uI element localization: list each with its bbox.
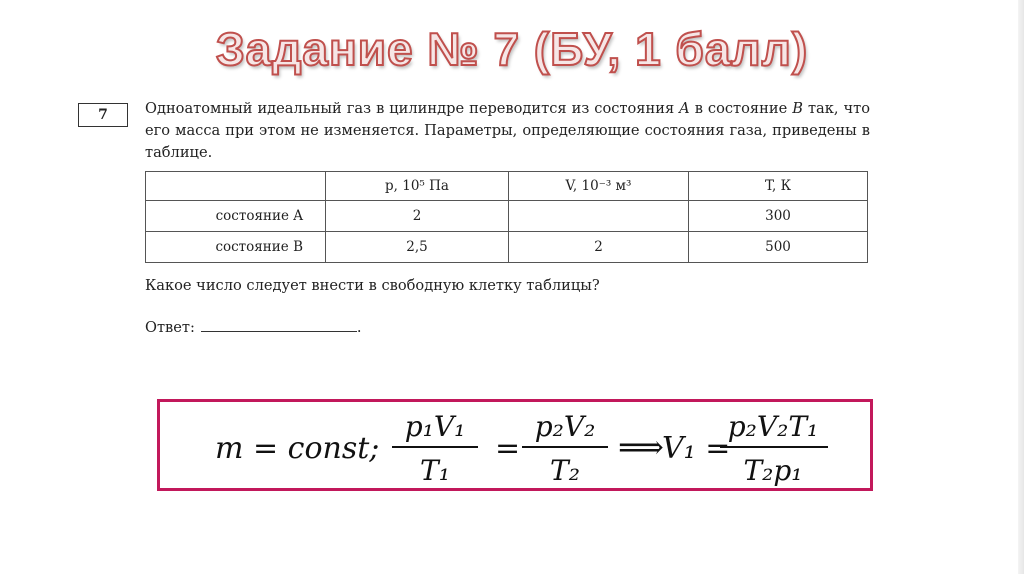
table-cell: 300: [689, 201, 868, 232]
question-text: Какое число следует внести в свободную клетку таблицы?: [145, 277, 600, 294]
table-row-label: состояние B: [146, 232, 326, 263]
table-cell: 2: [326, 201, 509, 232]
answer-suffix: .: [356, 319, 362, 336]
fraction-2-numerator: p₂V₂: [534, 410, 596, 443]
table-cell: 500: [689, 232, 868, 263]
task-text-part: так, что его масса при этом не изменяется. Параметры, определяющие состояния газа, приведены в таблице.: [145, 100, 870, 161]
slide-edge-shadow: [1018, 0, 1024, 574]
answer-line: [145, 317, 362, 336]
formula-box: [157, 399, 873, 491]
state-a-label: A: [679, 100, 690, 117]
table-row-label: состояние A: [146, 201, 326, 232]
task-number-box: 7: [78, 103, 128, 127]
empty-table-cell: [509, 201, 689, 232]
parameters-table: [145, 171, 868, 263]
table-row: [146, 201, 868, 232]
task-text-part: Одноатомный идеальный газ в цилиндре переводится из состояния: [145, 100, 680, 117]
table-row: [146, 232, 868, 263]
task-text-part: в состояние: [689, 100, 793, 117]
table-header-cell: p, 10⁵ Па: [326, 172, 509, 201]
fraction-3-numerator: p₂V₂T₁: [727, 410, 819, 443]
equals-sign: =: [495, 431, 521, 466]
table-cell: 2: [509, 232, 689, 263]
implies-arrow: ⟹: [618, 428, 664, 466]
state-b-label: B: [792, 100, 803, 117]
v1-equals: V₁ =: [662, 431, 731, 466]
slide-title: Задание № 7 (БУ, 1 балл): [215, 23, 809, 75]
formula: [160, 402, 869, 487]
task-statement: [145, 98, 870, 164]
table-header-cell: V, 10⁻³ м³: [509, 172, 689, 201]
answer-blank: [201, 317, 357, 332]
table-header-row: [146, 172, 868, 201]
fraction-3-denominator: T₂p₁: [743, 454, 803, 487]
table-cell: 2,5: [326, 232, 509, 263]
fraction-1-denominator: T₁: [420, 454, 450, 487]
table-header-cell: T, К: [689, 172, 868, 201]
fraction-1-numerator: p₁V₁: [404, 410, 466, 443]
table-header-cell: [146, 172, 326, 201]
answer-label: Ответ:: [145, 319, 195, 336]
formula-lhs: m = const;: [215, 431, 380, 466]
fraction-2-denominator: T₂: [550, 454, 580, 487]
